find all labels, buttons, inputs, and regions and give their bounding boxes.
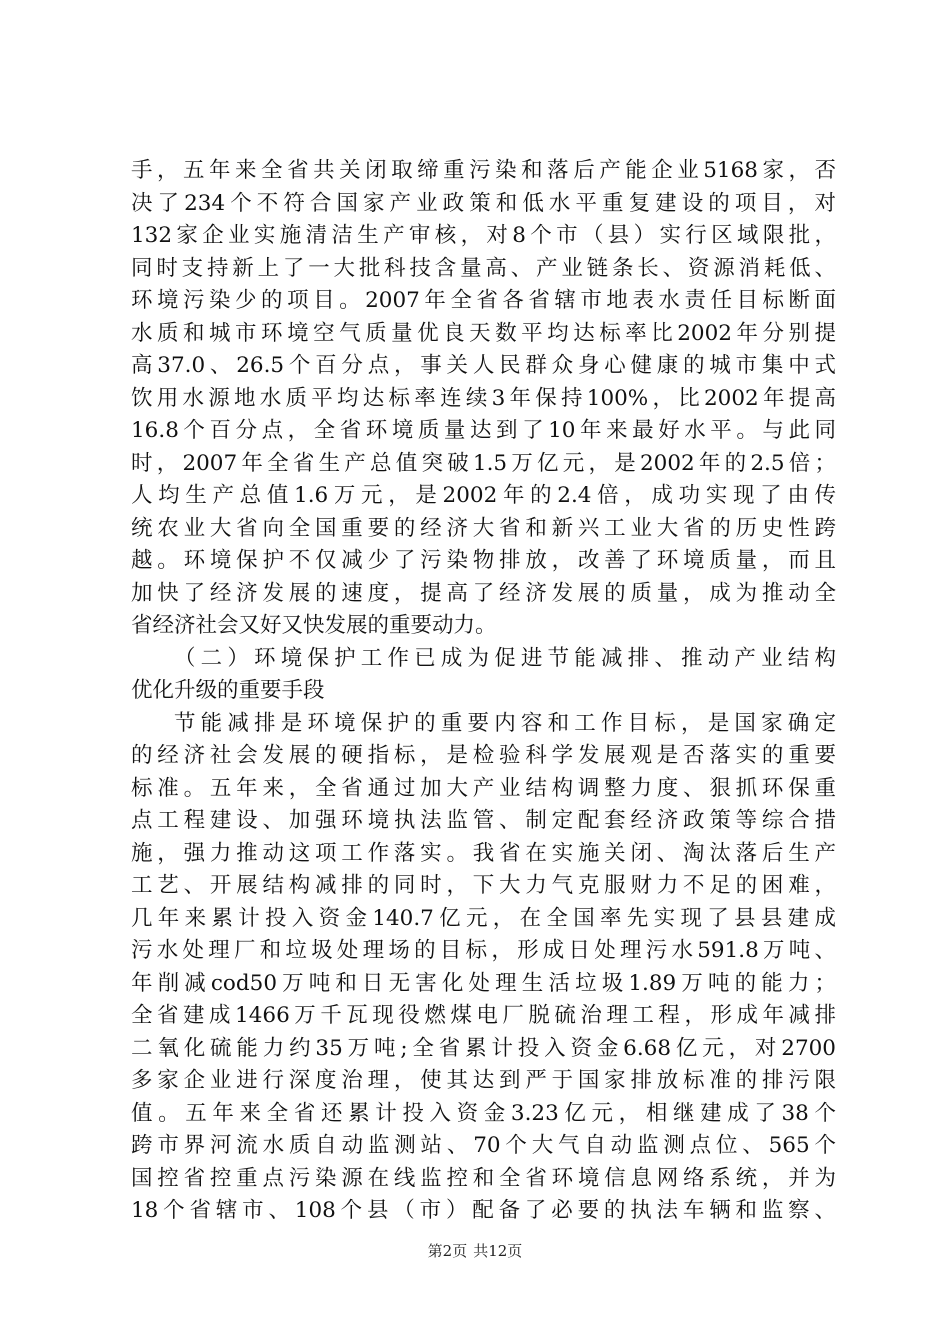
text-line: 统农业大省向全国重要的经济大省和新兴工业大省的历史性跨 [131, 515, 836, 541]
text-line: 环境污染少的项目。2007年全省各省辖市地表水责任目标断面 [131, 288, 836, 313]
text-line: 标准。五年来，全省通过加大产业结构调整力度、狠抓环保重 [131, 775, 836, 801]
text-line: 国控省控重点污染源在线监控和全省环境信息网络系统，并为 [131, 1165, 836, 1191]
page-total: 共12页 [473, 1242, 523, 1260]
page-number: 第2页 [427, 1242, 468, 1260]
text-line: 决了234个不符合国家产业政策和低水平重复建设的项目，对 [131, 190, 836, 216]
text-line: 手，五年来全省共关闭取缔重污染和落后产能企业5168家，否 [131, 158, 836, 183]
text-line: 18个省辖市、108个县（市）配备了必要的执法车辆和监察、 [131, 1198, 836, 1223]
section-heading-continued: 优化升级的重要手段 [131, 678, 325, 703]
section-heading: （二）环境保护工作已成为促进节能减排、推动产业结构 [174, 645, 836, 671]
text-line: 跨市界河流水质自动监测站、70个大气自动监测点位、565个 [131, 1133, 836, 1158]
text-line: 高37.0、26.5个百分点，事关人民群众身心健康的城市集中式 [131, 353, 836, 378]
page-footer [0, 1241, 950, 1261]
text-line: 几年来累计投入资金140.7亿元，在全国率先实现了县县建成 [131, 905, 836, 931]
text-line: 点工程建设、加强环境执法监管、制定配套经济政策等综合措 [131, 808, 836, 833]
body-text [131, 155, 836, 1228]
text-line: 工艺、开展结构减排的同时，下大力气克服财力不足的困难， [131, 873, 836, 898]
text-line: 的经济社会发展的硬指标，是检验科学发展观是否落实的重要 [131, 743, 836, 768]
text-line: 同时支持新上了一大批科技含量高、产业链条长、资源消耗低、 [131, 255, 836, 281]
text-line: 饮用水源地水质平均达标率连续3年保持100%，比2002年提高 [131, 385, 836, 411]
text-line: 年削减cod50万吨和日无害化处理生活垃圾1.89万吨的能力； [131, 970, 836, 996]
text-line: 越。环境保护不仅减少了污染物排放，改善了环境质量，而且 [131, 548, 836, 573]
text-line: 全省建成1466万千瓦现役燃煤电厂脱硫治理工程，形成年减排 [131, 1003, 836, 1028]
text-line: 省经济社会又好又快发展的重要动力。 [131, 613, 497, 638]
text-line: 16.8个百分点，全省环境质量达到了10年来最好水平。与此同 [131, 418, 836, 443]
text-line: 时，2007年全省生产总值突破1.5万亿元，是2002年的2.5倍； [131, 450, 836, 476]
text-line: 施，强力推动这项工作落实。我省在实施关闭、淘汰落后生产 [131, 840, 836, 866]
text-line: 节能减排是环境保护的重要内容和工作目标，是国家确定 [174, 710, 836, 736]
text-line: 水质和城市环境空气质量优良天数平均达标率比2002年分别提 [131, 320, 836, 346]
text-line: 值。五年来全省还累计投入资金3.23亿元，相继建成了38个 [131, 1100, 836, 1126]
text-line: 二氧化硫能力约35万吨;全省累计投入资金6.68亿元，对2700 [131, 1035, 836, 1061]
text-line: 多家企业进行深度治理，使其达到严于国家排放标准的排污限 [131, 1068, 836, 1093]
text-line: 人均生产总值1.6万元，是2002年的2.4倍，成功实现了由传 [131, 483, 836, 508]
text-line: 132家企业实施清洁生产审核，对8个市（县）实行区域限批， [131, 223, 836, 248]
text-line: 污水处理厂和垃圾处理场的目标，形成日处理污水591.8万吨、 [131, 938, 836, 963]
text-line: 加快了经济发展的速度，提高了经济发展的质量，成为推动全 [131, 580, 836, 606]
